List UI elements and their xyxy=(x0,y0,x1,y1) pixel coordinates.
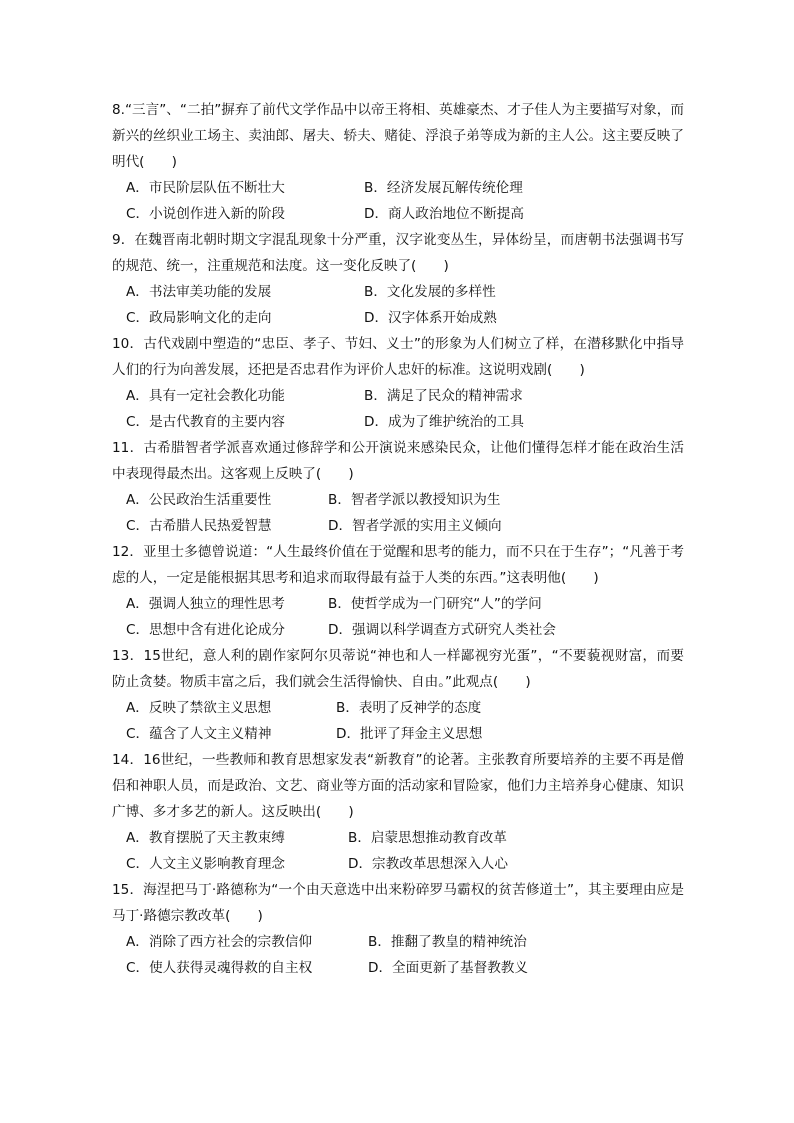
option-a[interactable]: A．消除了西方社会的宗教信仰 xyxy=(126,934,313,950)
question-11 xyxy=(112,435,684,539)
option-row xyxy=(112,825,684,851)
option-c[interactable]: C．小说创作进入新的阶段 xyxy=(126,206,286,222)
option-row xyxy=(112,279,684,305)
option-d[interactable]: D．全面更新了基督教教义 xyxy=(368,960,528,976)
option-row xyxy=(112,591,684,617)
option-d[interactable]: D．强调以科学调查方式研究人类社会 xyxy=(328,622,556,638)
question-14 xyxy=(112,747,684,877)
question-13 xyxy=(112,643,684,747)
question-text: 15．海涅把马丁·路德称为“一个由天意选中出来粉碎罗马霸权的贫苦修道士”，其主要理由应是马丁·路德宗教改革( ) xyxy=(112,882,684,924)
option-row xyxy=(112,305,684,331)
option-row xyxy=(112,201,684,227)
option-row xyxy=(112,513,684,539)
option-a[interactable]: A．教育摆脱了天主教束缚 xyxy=(126,830,285,846)
option-d[interactable]: D．宗教改革思想深入人心 xyxy=(348,856,508,872)
option-row xyxy=(112,955,684,981)
option-c[interactable]: C．使人获得灵魂得救的自主权 xyxy=(126,960,313,976)
option-b[interactable]: B．表明了反神学的态度 xyxy=(336,700,482,716)
option-d[interactable]: D．成为了维护统治的工具 xyxy=(364,414,524,430)
option-c[interactable]: C．政局影响文化的走向 xyxy=(126,310,272,326)
option-b[interactable]: B．启蒙思想推动教育改革 xyxy=(348,830,507,846)
question-15 xyxy=(112,877,684,981)
option-row xyxy=(112,409,684,435)
option-b[interactable]: B．文化发展的多样性 xyxy=(364,284,496,300)
option-a[interactable]: A．反映了禁欲主义思想 xyxy=(126,700,272,716)
option-row xyxy=(112,851,684,877)
option-row xyxy=(112,929,684,955)
option-b[interactable]: B．满足了民众的精神需求 xyxy=(364,388,523,404)
option-row xyxy=(112,617,684,643)
option-c[interactable]: C．是古代教育的主要内容 xyxy=(126,414,286,430)
question-9 xyxy=(112,227,684,331)
option-a[interactable]: A．强调人独立的理性思考 xyxy=(126,596,285,612)
question-text: 13．15世纪，意人利的剧作家阿尔贝蒂说“神也和人一样鄙视穷光蛋”，“不要藐视财富，而要防止贪婪。物质丰富之后，我们就会生活得愉快、自由。”此观点( ) xyxy=(112,648,684,690)
question-text: 12．亚里士多德曾说道：“人生最终价值在于觉醒和思考的能力，而不只在于生存”；“凡善于考虑的人，一定是能根据其思考和追求而取得最有益于人类的东西。”这表明他( ) xyxy=(112,544,684,586)
question-8 xyxy=(112,97,684,227)
option-c[interactable]: C．思想中含有进化论成分 xyxy=(126,622,286,638)
option-row xyxy=(112,721,684,747)
question-text: 10．古代戏剧中塑造的“忠臣、孝子、节妇、义士”的形象为人们树立了样，在潜移默化中指导人们的行为向善发展，还把是否忠君作为评价人忠奸的标准。这说明戏剧( ) xyxy=(112,336,684,378)
option-a[interactable]: A．具有一定社会教化功能 xyxy=(126,388,285,404)
question-text: 8.“三言”、“二拍”摒弃了前代文学作品中以帝王将相、英雄豪杰、才子佳人为主要描写对象，而新兴的丝织业工场主、卖油郎、屠夫、轿夫、赌徒、浮浪子弟等成为新的主人公。这主要反映了明代( ) xyxy=(112,102,684,170)
option-d[interactable]: D．批评了拜金主义思想 xyxy=(336,726,483,742)
question-text: 11．古希腊智者学派喜欢通过修辞学和公开演说来感染民众，让他们懂得怎样才能在政治生活中表现得最杰出。这客观上反映了( ) xyxy=(112,440,684,482)
option-b[interactable]: B．使哲学成为一门研究“人”的学问 xyxy=(328,596,542,612)
option-row xyxy=(112,383,684,409)
question-text: 9．在魏晋南北朝时期文字混乱现象十分严重，汉字讹变丛生，异体纷呈，而唐朝书法强调书写的规范、统一，注重规范和法度。这一变化反映了( ) xyxy=(112,232,684,274)
option-row xyxy=(112,695,684,721)
option-b[interactable]: B．经济发展瓦解传统伦理 xyxy=(364,180,523,196)
option-d[interactable]: D．智者学派的实用主义倾向 xyxy=(328,518,502,534)
option-b[interactable]: B．推翻了教皇的精神统治 xyxy=(368,934,527,950)
option-a[interactable]: A．书法审美功能的发展 xyxy=(126,284,272,300)
exam-page xyxy=(112,97,684,981)
option-a[interactable]: A．市民阶层队伍不断壮大 xyxy=(126,180,285,196)
option-c[interactable]: C．古希腊人民热爱智慧 xyxy=(126,518,272,534)
option-row xyxy=(112,175,684,201)
option-b[interactable]: B．智者学派以教授知识为生 xyxy=(328,492,501,508)
question-12 xyxy=(112,539,684,643)
option-a[interactable]: A．公民政治生活重要性 xyxy=(126,492,272,508)
question-10 xyxy=(112,331,684,435)
option-c[interactable]: C．蕴含了人文主义精神 xyxy=(126,726,272,742)
question-text: 14．16世纪，一些教师和教育思想家发表“新教育”的论著。主张教育所要培养的主要不再是僧侣和神职人员，而是政治、文艺、商业等方面的活动家和冒险家，他们力主培养身心健康、知识广博、多才多艺的新人。这反映出( ) xyxy=(112,752,684,820)
option-c[interactable]: C．人文主义影响教育理念 xyxy=(126,856,286,872)
option-row xyxy=(112,487,684,513)
option-d[interactable]: D．商人政治地位不断提高 xyxy=(364,206,524,222)
option-d[interactable]: D．汉字体系开始成熟 xyxy=(364,310,497,326)
